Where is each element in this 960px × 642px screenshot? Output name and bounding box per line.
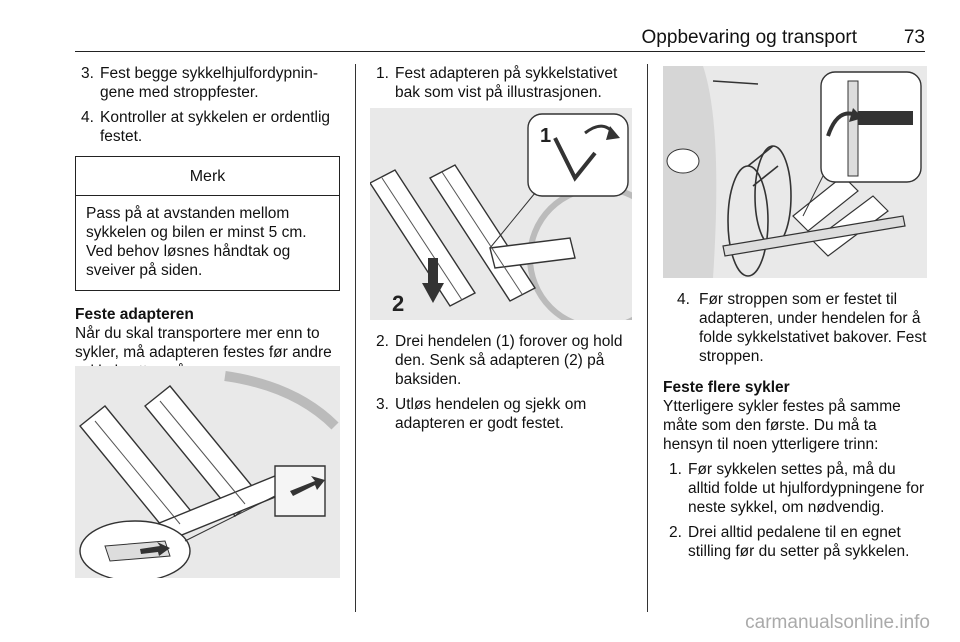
column-1 [75,64,340,381]
column-2-lower [370,332,632,439]
step-list [75,64,340,146]
section-text: Ytterligere sykler festes på samme måte som den første. Du må ta hensyn til noen ytterligere trinn: [663,398,901,453]
list-item: 3. Utløs hendelen og sjekk om adapteren er godt festet. [376,396,587,432]
note-box [75,156,340,291]
bicycle-icon [663,66,927,278]
adapter-mount-illustration [370,108,632,320]
list-item: 1. Før sykkelen settes på, må du alltid folde ut hjulfordypningene for neste sykkel, om nødvendig. [669,461,925,516]
step-list [663,290,928,366]
page-number: 73 [903,27,925,48]
adapter-mount-icon [370,108,632,320]
note-title: Merk [76,157,339,196]
page-header [75,26,925,52]
step-list [370,64,632,102]
step-list [370,332,632,433]
section-heading: Feste flere sykler [663,379,790,396]
column-divider [355,64,356,612]
section-text: Når du skal transportere mer enn to sykler, må adapteren festes før andre [75,325,332,361]
watermark: carmanualsonline.info [745,612,930,633]
note-text: Pass på at avstanden mellom sykkelen og bilen er minst 5 cm. Ved behov løsnes håndtak og sveiver på siden. [86,205,307,279]
sub-step-list [663,460,928,561]
list-item: 2. Drei alltid pedalene til en egnet stilling før du setter på sykkelen. [669,524,910,560]
bike-on-rack-illustration [663,66,927,278]
section-heading: Feste adapteren [75,306,194,323]
list-item: 2. Drei hendelen (1) forover og hold den. Senk så adapteren (2) på baksiden. [376,333,623,388]
callout-label: 2 [392,291,405,316]
column-2 [370,64,632,108]
list-item: 1. Fest adapteren på sykkelstativet bak som vist på illustrasjonen. [376,65,618,101]
bike-rack-adapter-icon [75,366,340,578]
adapter-illustration [75,366,340,578]
column-3 [663,290,928,567]
list-item: 4. Før stroppen som er festet til adapteren, under hendelen for å folde sykkelstativet bakover. Fest stroppen. [677,291,927,365]
callout-label: 1 [540,125,552,147]
list-item: 3. Fest begge sykkelhjulfordypningene med stroppfester. [81,65,318,101]
chapter-title: Oppbevaring og transport [641,27,857,48]
list-item: 4. Kontroller at sykkelen er ordentlig festet. [81,109,331,145]
column-divider [647,64,648,612]
